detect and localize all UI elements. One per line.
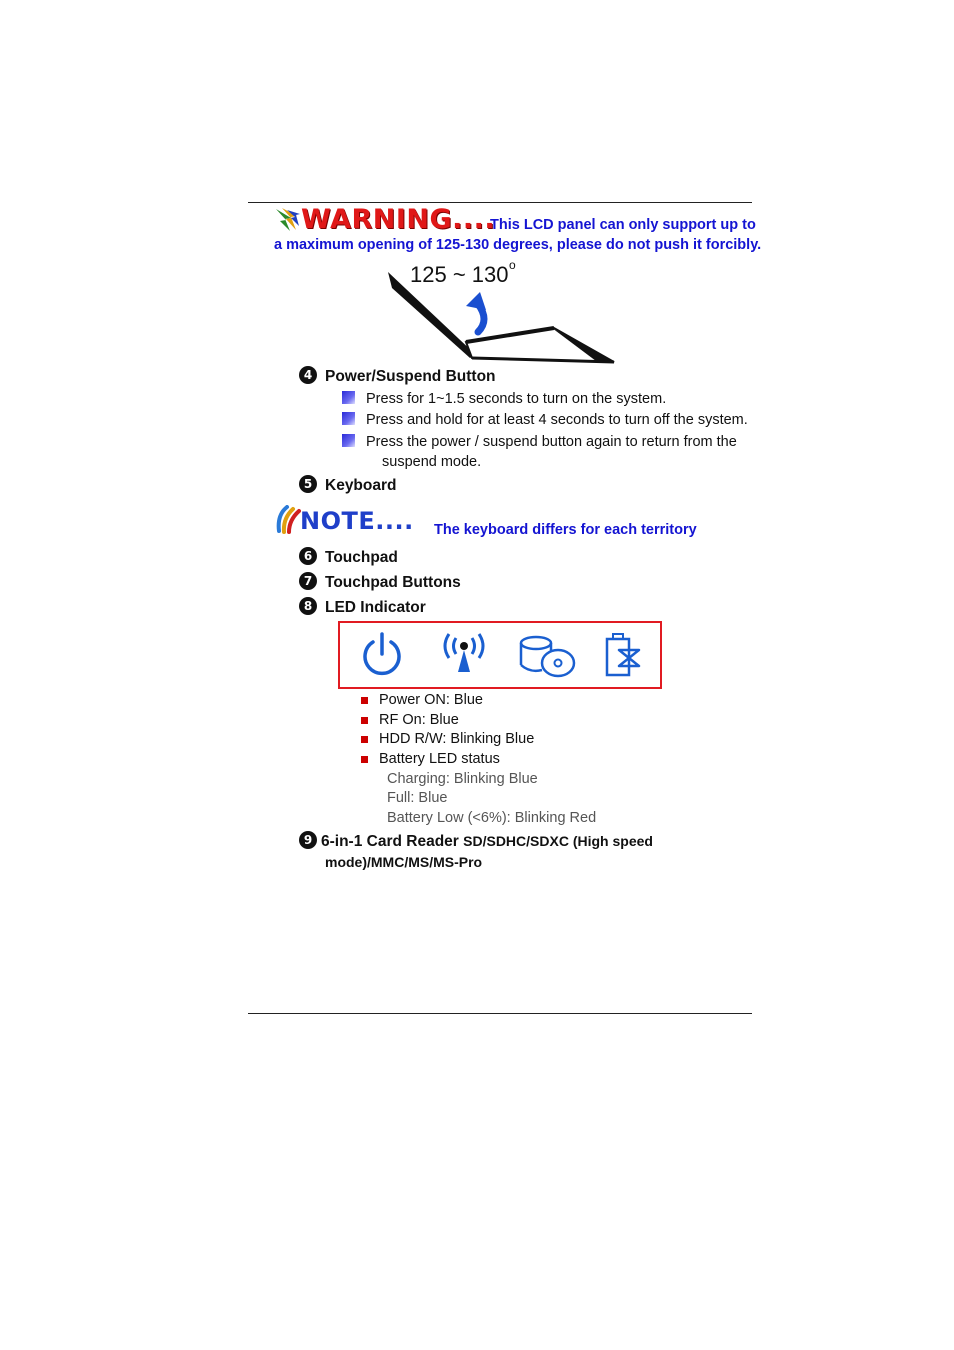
item-number-9: 9 [299, 831, 317, 849]
bullet-square [342, 434, 355, 447]
hdd-icon [518, 633, 578, 679]
wireless-icon [437, 630, 491, 678]
power-bullet-3: Press the power / suspend button again to return from the [366, 434, 737, 450]
card-reader-formats-line2: mode)/MMC/MS/MS-Pro [325, 854, 483, 870]
touchpad-heading: Touchpad [325, 549, 398, 566]
warning-text-line1: This LCD panel can only support up to [490, 217, 756, 233]
led-status-power: Power ON: Blue [379, 692, 483, 708]
bullet-square [342, 391, 355, 404]
power-bullet-1: Press for 1~1.5 seconds to turn on the system. [366, 391, 667, 407]
item-number-8: 8 [299, 597, 317, 615]
power-bullet-3-cont: suspend mode. [382, 454, 482, 470]
led-indicator-heading: LED Indicator [325, 599, 426, 616]
note-icon [275, 505, 301, 535]
item-number-5: 5 [299, 475, 317, 493]
power-bullet-2: Press and hold for at least 4 seconds to turn off the system. [366, 412, 748, 428]
bottom-rule [248, 1013, 752, 1014]
battery-full: Full: Blue [387, 790, 448, 806]
power-icon [360, 630, 404, 678]
red-bullet [361, 697, 368, 704]
led-status-rf: RF On: Blue [379, 712, 459, 728]
note-heading: NOTE.... [300, 507, 414, 535]
warning-text-line2: a maximum opening of 125-130 degrees, please do not push it forcibly. [274, 237, 762, 253]
degree-symbol: o [509, 258, 516, 272]
warning-heading: WARNING.... [301, 204, 496, 235]
red-bullet [361, 736, 368, 743]
card-reader-heading [321, 833, 653, 851]
item-number-4: 4 [299, 366, 317, 384]
warning-icon [274, 207, 302, 233]
item-number-6: 6 [299, 547, 317, 565]
note-text: The keyboard differs for each territory [434, 522, 697, 538]
angle-label: 125 ~ 130 [410, 262, 509, 287]
touchpad-buttons-heading: Touchpad Buttons [325, 574, 461, 591]
power-suspend-heading: Power/Suspend Button [325, 368, 496, 385]
card-reader-title: 6-in-1 Card Reader [321, 833, 459, 850]
top-rule [248, 202, 752, 203]
item-number-7: 7 [299, 572, 317, 590]
led-status-hdd: HDD R/W: Blinking Blue [379, 731, 535, 747]
battery-charging: Charging: Blinking Blue [387, 771, 538, 787]
keyboard-heading: Keyboard [325, 477, 397, 494]
battery-icon [603, 632, 645, 680]
bullet-square [342, 412, 355, 425]
card-reader-formats-line1: SD/SDHC/SDXC (High speed [463, 833, 653, 849]
battery-low: Battery Low (<6%): Blinking Red [387, 810, 597, 826]
red-bullet [361, 756, 368, 763]
red-bullet [361, 717, 368, 724]
led-status-battery: Battery LED status [379, 751, 500, 767]
